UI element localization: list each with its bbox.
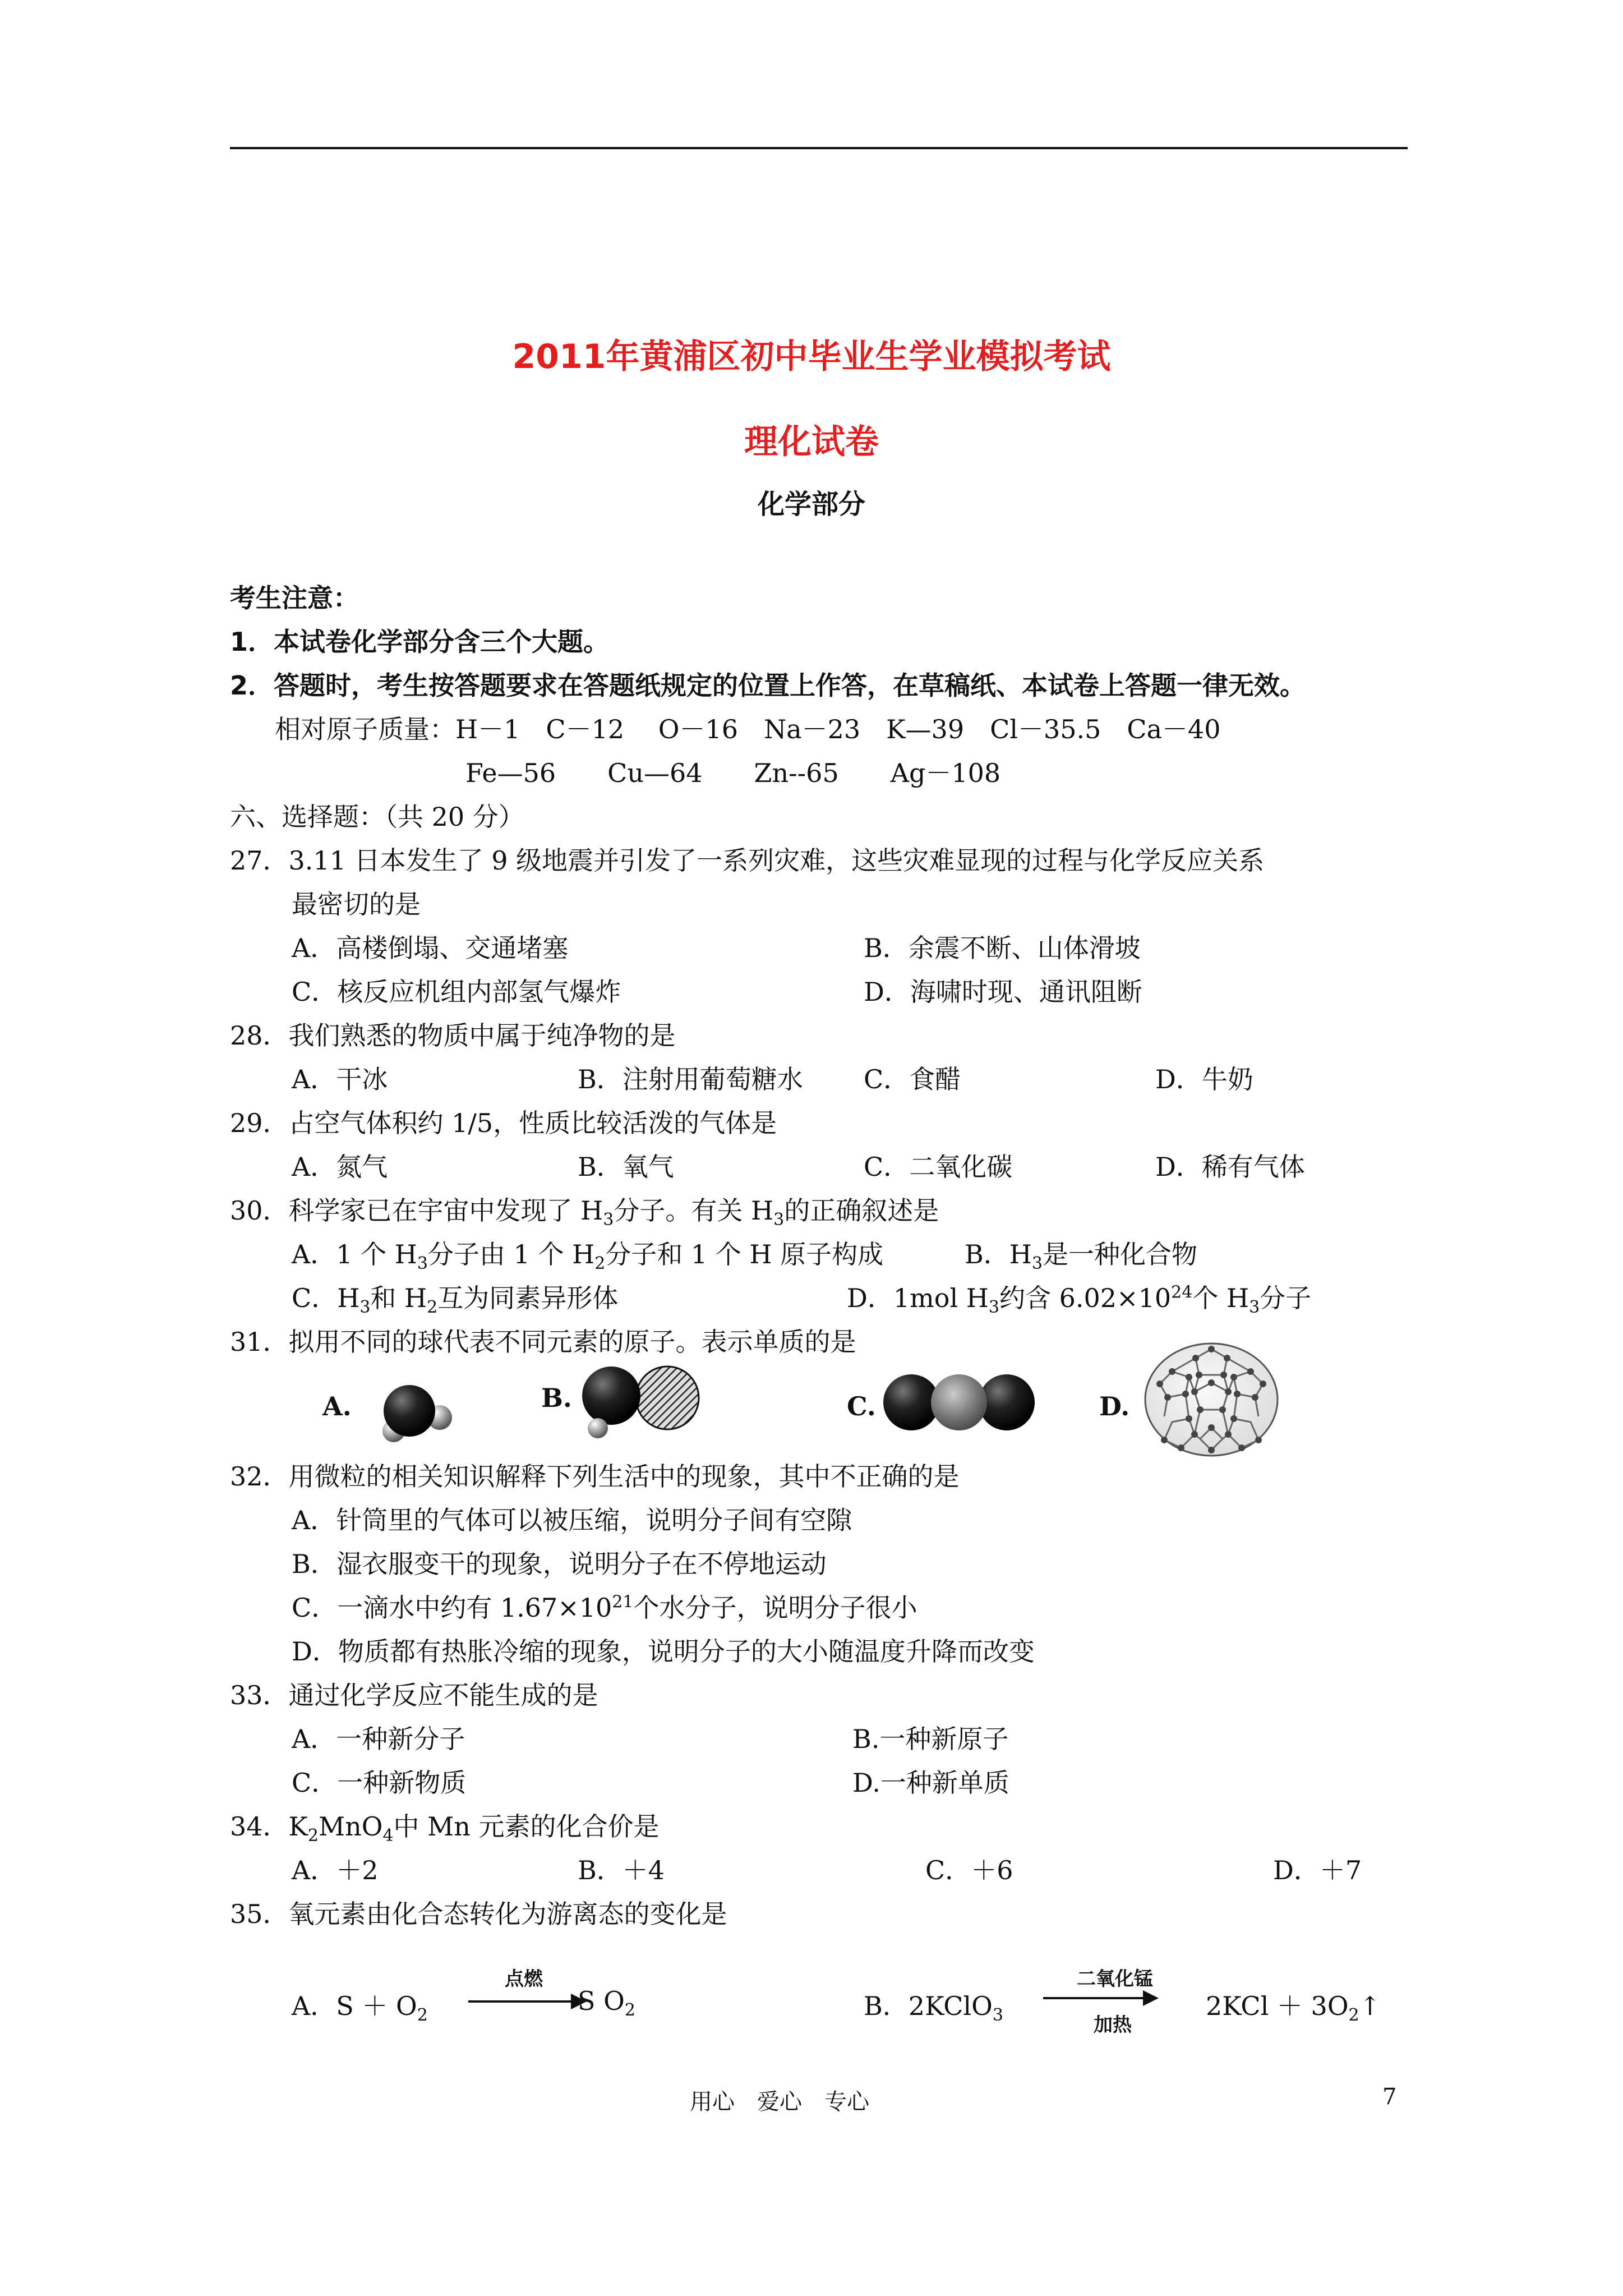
q28-option-c: C．食醋 xyxy=(864,1064,961,1094)
q35-option-b-products xyxy=(1206,1986,1381,2025)
q30-d-superscript: 24 xyxy=(1171,1282,1193,1303)
q29-option-d: D．稀有气体 xyxy=(1155,1152,1305,1182)
q30-d-part: 约含 6.02×10 xyxy=(999,1283,1172,1313)
q35-option-a-product xyxy=(578,1986,635,2020)
q30-option-d xyxy=(847,1278,1311,1317)
atomic-masses-line-2: Fe—56 Cu—64 Zn--65 Ag－108 xyxy=(465,758,1001,788)
q31-molecule-b xyxy=(578,1363,707,1442)
notice-item-1: 1．本试卷化学部分含三个大题。 xyxy=(230,627,610,657)
q35-option-b-reactants xyxy=(864,1986,1003,2025)
q30-a-subscript: 2 xyxy=(594,1254,606,1274)
q35-a-product-part: S O xyxy=(578,1986,625,2016)
q30-d-part: 分子 xyxy=(1260,1283,1312,1313)
q32-option-a: A．针筒里的气体可以被压缩，说明分子间有空隙 xyxy=(292,1505,852,1535)
q30-stem-part: 30．科学家已在宇宙中发现了 H xyxy=(230,1195,603,1226)
q30-c-subscript: 2 xyxy=(427,1297,438,1318)
footer-motto: 用心 爱心 专心 xyxy=(690,2089,869,2115)
q27-option-d: D．海啸时现、通讯阻断 xyxy=(864,977,1142,1007)
q30-subscript: 3 xyxy=(773,1210,785,1230)
q35-b-part: B．2KClO xyxy=(864,1991,993,2021)
q35-b-arrow-line xyxy=(1043,1997,1144,1999)
q33-option-d: D.一种新单质 xyxy=(852,1768,1009,1798)
q35-a-condition: 点燃 xyxy=(505,1968,543,1990)
q31-molecule-a xyxy=(370,1377,460,1450)
q31-molecule-d-fullerene xyxy=(1138,1338,1284,1461)
q32-stem: 32．用微粒的相关知识解释下列生活中的现象，其中不正确的是 xyxy=(230,1461,960,1492)
q30-b-part: B．H xyxy=(965,1239,1032,1269)
q31-stem: 31．拟用不同的球代表不同元素的原子。表示单质的是 xyxy=(230,1327,856,1357)
q27-option-a: A．高楼倒塌、交通堵塞 xyxy=(292,933,569,963)
q32-option-c xyxy=(292,1588,917,1625)
q35-b-arrow-head xyxy=(1143,1990,1159,2006)
q32-c-part: C．一滴水中约有 1.67×10 xyxy=(292,1593,612,1623)
header-rule xyxy=(230,147,1408,149)
q33-option-a: A．一种新分子 xyxy=(292,1724,465,1754)
q30-b-part: 是一种化合物 xyxy=(1043,1239,1198,1269)
q29-option-c: C．二氧化碳 xyxy=(864,1152,1013,1182)
q35-a-subscript: 2 xyxy=(624,2000,635,2021)
q28-option-b: B．注射用葡萄糖水 xyxy=(578,1064,803,1094)
q34-option-b: B．＋4 xyxy=(578,1855,665,1885)
q28-option-a: A．干冰 xyxy=(292,1064,388,1094)
q35-b-product-part: 2KCl ＋ 3O xyxy=(1206,1991,1349,2021)
q33-stem: 33．通过化学反应不能生成的是 xyxy=(230,1680,598,1710)
q34-stem xyxy=(230,1806,660,1846)
q30-d-subscript: 3 xyxy=(988,1297,1000,1318)
q31-label-c: C. xyxy=(847,1391,876,1421)
notice-heading: 考生注意： xyxy=(230,583,359,613)
q27-stem-line-2: 最密切的是 xyxy=(292,889,421,919)
q30-stem-part: 的正确叙述是 xyxy=(784,1195,939,1226)
q35-b-heating: 加热 xyxy=(1094,2014,1132,2036)
exam-title: 2011年黄浦区初中毕业生学业模拟考试 xyxy=(512,337,1111,376)
section-title: 化学部分 xyxy=(757,489,865,520)
q32-c-part: 个水分子，说明分子很小 xyxy=(633,1593,917,1623)
q30-d-subscript: 3 xyxy=(1249,1297,1260,1318)
q33-option-b: B.一种新原子 xyxy=(852,1724,1009,1754)
q34-option-c: C．＋6 xyxy=(925,1855,1013,1885)
q28-option-d: D．牛奶 xyxy=(1155,1064,1253,1094)
q30-c-part: 和 H xyxy=(370,1283,427,1313)
paper-subtitle: 理化试卷 xyxy=(744,422,879,462)
q35-b-subscript: 2 xyxy=(1348,2005,1359,2026)
q32-option-b: B．湿衣服变干的现象，说明分子在不停地运动 xyxy=(292,1549,827,1579)
q29-option-b: B．氧气 xyxy=(578,1152,674,1182)
q32-option-d: D．物质都有热胀冷缩的现象，说明分子的大小随温度升降而改变 xyxy=(292,1636,1035,1667)
q30-a-subscript: 3 xyxy=(417,1254,428,1274)
q35-b-subscript: 3 xyxy=(992,2005,1003,2026)
q31-label-b: B. xyxy=(541,1383,572,1413)
q30-b-subscript: 3 xyxy=(1031,1254,1043,1274)
q35-b-gas-arrow: ↑ xyxy=(1359,1991,1381,2021)
q30-a-part: 分子由 1 个 H xyxy=(427,1239,595,1269)
q34-option-a: A．＋2 xyxy=(292,1855,379,1885)
q27-option-b: B．余震不断、山体滑坡 xyxy=(864,933,1141,963)
q35-option-a-reactants xyxy=(292,1986,428,2025)
q35-a-arrow-line xyxy=(468,2000,572,2003)
q35-b-catalyst: 二氧化锰 xyxy=(1077,1968,1153,1990)
q30-a-part: 分子和 1 个 H 原子构成 xyxy=(605,1239,884,1269)
q27-option-c: C．核反应机组内部氢气爆炸 xyxy=(292,977,621,1007)
q30-option-b xyxy=(965,1234,1197,1273)
q35-stem: 35．氧元素由化合态转化为游离态的变化是 xyxy=(230,1899,727,1929)
q32-c-superscript: 21 xyxy=(612,1592,634,1612)
q34-stem-part: 中 Mn 元素的化合价是 xyxy=(393,1811,660,1842)
q30-d-part: 个 H xyxy=(1192,1283,1249,1313)
q30-stem xyxy=(230,1190,939,1230)
q34-stem-part: MnO xyxy=(319,1811,383,1842)
q35-a-subscript: 2 xyxy=(417,2005,428,2026)
q28-stem: 28．我们熟悉的物质中属于纯净物的是 xyxy=(230,1020,676,1051)
q34-option-d: D．＋7 xyxy=(1273,1855,1362,1885)
q30-option-c xyxy=(292,1278,618,1317)
q30-c-part: 互为同素异形体 xyxy=(437,1283,619,1313)
q29-stem: 29．占空气体积约 1/5，性质比较活泼的气体是 xyxy=(230,1108,777,1138)
q30-d-part: D．1mol H xyxy=(847,1283,989,1313)
q31-label-a: A. xyxy=(322,1391,352,1421)
q30-stem-part: 分子。有关 H xyxy=(614,1195,774,1226)
q35-a-part: A．S ＋ O xyxy=(292,1991,417,2021)
q29-option-a: A．氮气 xyxy=(292,1152,388,1182)
q30-c-part: C．H xyxy=(292,1283,360,1313)
page-number: 7 xyxy=(1382,2084,1397,2110)
q30-subscript: 3 xyxy=(603,1210,614,1230)
q30-c-subscript: 3 xyxy=(359,1297,371,1318)
q34-subscript: 4 xyxy=(382,1826,394,1846)
q27-stem-line-1: 27．3.11 日本发生了 9 级地震并引发了一系列灾难，这些灾难显现的过程与化学反应关系 xyxy=(230,845,1265,876)
atomic-masses-line-1: 相对原子质量：H－1 C－12 O－16 Na－23 K—39 Cl－35.5 Ca－40 xyxy=(275,714,1221,744)
q34-subscript: 2 xyxy=(307,1826,319,1846)
section-6-heading: 六、选择题：（共 20 分） xyxy=(230,802,524,832)
q34-stem-part: 34．K xyxy=(230,1811,308,1842)
q31-molecule-c xyxy=(880,1369,1038,1436)
q30-a-part: A．1 个 H xyxy=(292,1239,417,1269)
q31-label-d: D. xyxy=(1099,1391,1130,1421)
q30-option-a xyxy=(292,1234,883,1273)
q33-option-c: C．一种新物质 xyxy=(292,1768,467,1798)
notice-item-2: 2．答题时，考生按答题要求在答题纸规定的位置上作答，在草稿纸、本试卷上答题一律无效。 xyxy=(230,670,1306,701)
